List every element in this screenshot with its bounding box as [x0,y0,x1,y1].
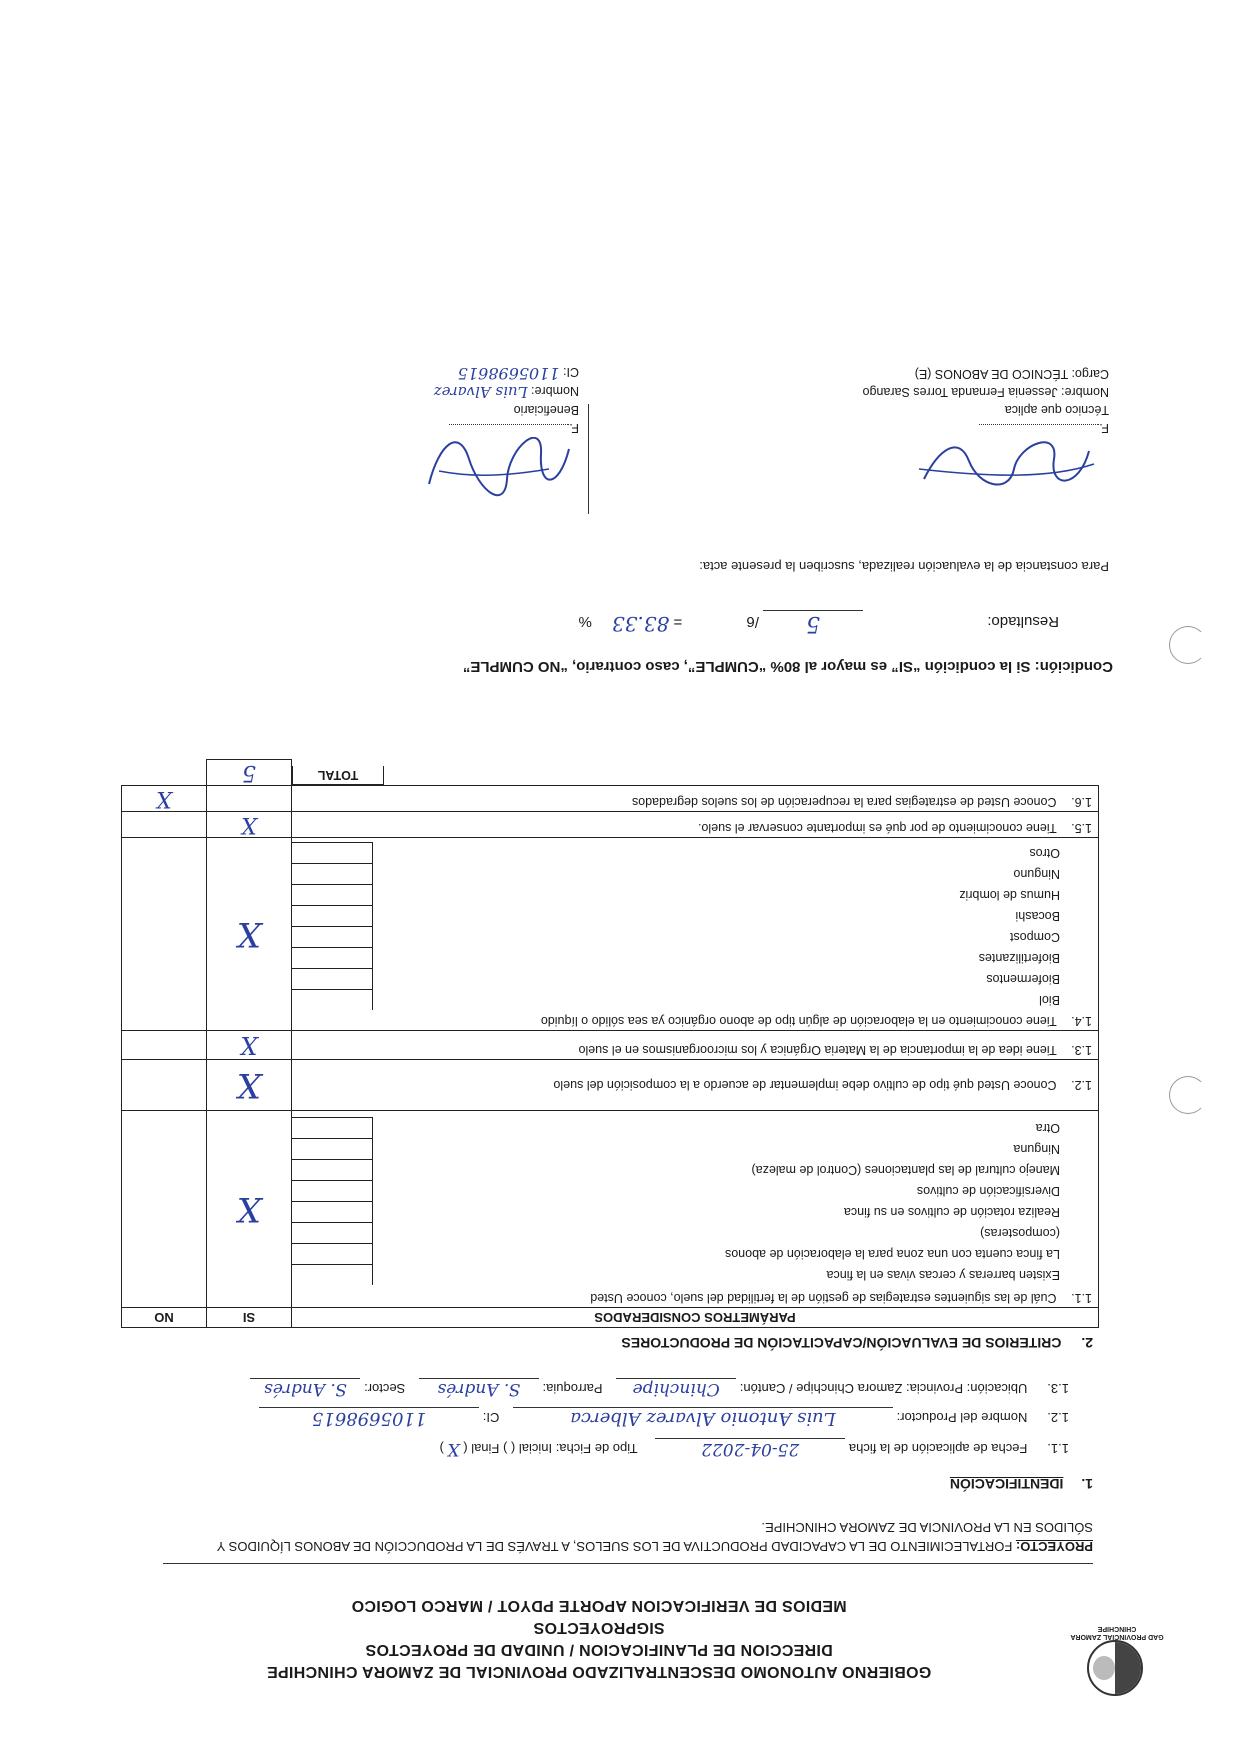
q14-number: 1.4. [1071,1014,1092,1028]
condicion-label: Condición: [1034,658,1113,675]
q12-number: 1.2. [1071,1078,1092,1092]
q11-option-label: Manejo cultural de las plantaciones (Control de maleza) [751,1163,1060,1177]
q16-text: Conoce Usted de estrategias para la recuperación de los suelos degradados [631,795,1057,809]
q11-option [298,1201,1092,1222]
row-ubicacion [250,1378,1069,1399]
q11-options [298,1117,1092,1285]
total-si-value: 5 [242,760,256,785]
q16-si-cell [207,786,292,812]
q12-si-mark: X [236,1065,262,1105]
q14-option-checkbox [292,968,373,989]
q11-number: 1.1. [1071,1291,1092,1305]
tecnico-cargo: Cargo: TÉCNICO DE ABONOS (E) [914,367,1109,381]
q11-option-checkbox [292,1117,373,1138]
row-1-2-number: 1.2. [1047,1410,1069,1425]
q14-option-label: Biofertilizantes [978,951,1060,965]
q11-option-checkbox [292,1159,373,1180]
tecnico-signature-scribble [779,437,1109,499]
gad-logo [1063,1606,1171,1696]
q11-option-checkbox [292,1138,373,1159]
tecnico-sign-line [979,424,1099,425]
table-row [122,838,1099,1031]
sector-label: Sector: [364,1381,406,1396]
q15-si-mark: X [241,812,257,837]
section-identificacion [950,1476,1093,1492]
q14-options [298,842,1092,1010]
header-line-4: MEDIOS DE VERIFICACION APORTE PDYOT / MARCO LOGICO [351,1597,847,1614]
q11-option-label: (composteras) [980,1226,1060,1240]
q14-option-checkbox [292,863,373,884]
q15-cell [292,812,1099,838]
table-row [122,1031,1099,1060]
q14-si-cell [207,838,292,1031]
benef-role: Beneficiario [513,403,579,417]
q11-option-checkbox [292,1180,373,1201]
document-header [149,1594,1049,1682]
resultado-percent-sign: % [578,613,592,630]
canton-value: Chinchipe [616,1378,736,1399]
beneficiario-signature-scribble [249,437,579,499]
header-divider [163,1563,1093,1564]
parameters-table [121,759,1099,1328]
benef-nombre-label: Nombre: [531,384,579,398]
q11-option-checkbox [292,1243,373,1264]
signature-divider [588,404,589,514]
section-2-number: 2. [1081,1335,1093,1351]
total-spacer [292,760,1099,786]
proyecto-label: PROYECTO: [1015,1539,1093,1554]
tecnico-role: Técnico que aplica [1004,403,1109,417]
resultado-percent-value: 83.33 [612,612,670,636]
q14-option-checkbox [292,947,373,968]
header-parametros: PARÁMETROS CONSIDERADOS [292,1308,1099,1328]
parroquia-label: Parroquia: [542,1381,603,1396]
q15-si-cell [207,812,292,838]
row-fecha [440,1438,1069,1459]
proyecto-text: FORTALECIMIENTO DE LA CAPACIDAD PRODUCTIVA DE LOS SUELOS, A TRAVÉS DE LA PRODUCCIÓN DE ABONOS LÍQUIDOS Y SÓLIDOS EN LA PROVINCIA DE ZAMORA CHINCHIPE. [216,1520,1093,1554]
q11-question [298,1291,1092,1305]
condicion-line [153,658,1113,675]
productor-label: Nombre del Productor: [896,1410,1028,1425]
q14-option-checkbox [292,989,373,1010]
q14-option [298,947,1092,968]
resultado-denominator: /6 [746,613,759,630]
q14-option [298,968,1092,989]
q11-no-cell [122,1111,207,1308]
row-productor [259,1407,1069,1429]
tecnico-nombre: Nombre: Jessenia Fernanda Torres Sarango [862,385,1109,399]
q14-option-label: Biol [1039,993,1060,1007]
section-criterios [621,1335,1093,1351]
proyecto-block [163,1518,1093,1556]
q14-option-label: Ninguno [1013,867,1060,881]
row-1-1-number: 1.1. [1047,1441,1069,1456]
resultado-equals: = [673,613,683,630]
q12-no-cell [122,1060,207,1111]
q11-option [298,1243,1092,1264]
table-header-row [122,1308,1099,1328]
binder-hole-mark [1169,626,1207,664]
tipo-ficha-close: ) [439,1441,444,1456]
q16-no-mark: X [156,786,172,811]
q14-option [298,989,1092,1010]
q11-si-cell [207,1111,292,1308]
benef-ci: 1105698615 [457,364,560,383]
q14-option-checkbox [292,884,373,905]
q12-text: Conoce Usted qué tipo de cultivo debe implementar de acuerdo a la composición del suelo [553,1078,1057,1092]
signature-tecnico [779,365,1109,499]
benef-nombre: Luis Alvarez [433,383,528,401]
q14-option-checkbox [292,842,373,863]
condicion-text: Si la condición “SI” es mayor al 80% “CUMPLE”, caso contrario, “NO CUMPLE” [462,658,1031,675]
q11-option [298,1159,1092,1180]
q11-text: Cuál de las siguientes estrategias de gestión de la fertilidad del suelo, conoce Usted [590,1291,1057,1305]
resultado-numerator: 5 [763,610,863,636]
q14-option [298,884,1092,905]
signature-beneficiario [249,363,579,499]
q14-option-label: Humus de lombriz [959,888,1060,902]
productor-ci-label: CI: [482,1410,500,1425]
q14-no-cell [122,838,207,1031]
table-row [122,1060,1099,1111]
q11-option-checkbox [292,1201,373,1222]
header-line-2: DIRECCION DE PLANIFICACION / UNIDAD DE PROYECTOS [365,1641,833,1658]
q14-option-checkbox [292,905,373,926]
final-mark: X [447,1439,460,1459]
productor-ci-value: 1105698615 [259,1407,479,1429]
ubicacion-label: Ubicación: Provincia: Zamora Chinchipe / Cantón: [739,1381,1028,1396]
header-no: NO [122,1308,207,1328]
benef-f-label: F. [569,421,579,435]
q12-si-cell [207,1060,292,1111]
q11-option-label: Existen barreras y cercas vivas en la finca [826,1268,1060,1282]
logo-text: GAD PROVINCIAL ZAMORA CHINCHIPE [1070,1625,1164,1640]
tecnico-f-label: F. [1099,421,1109,435]
row-1-3-number: 1.3. [1047,1381,1069,1396]
q16-number: 1.6. [1071,795,1092,809]
q14-option-label: Compost [1009,930,1060,944]
header-line-3: SIGPROYECTOS [533,1619,665,1636]
q11-cell [292,1111,1099,1308]
q11-si-mark: X [236,1189,262,1229]
header-line-1: GOBIERNO AUTONOMO DESCENTRALIZADO PROVINCIAL DE ZAMORA CHINCHIPE [266,1663,932,1680]
q12-cell [292,1060,1099,1111]
q11-option-label: Otra [1035,1121,1060,1135]
q14-option [298,842,1092,863]
q14-cell [292,838,1099,1031]
q14-option [298,926,1092,947]
q11-option-label: Ninguna [1013,1142,1060,1156]
q14-option [298,905,1092,926]
resultado-label: Resultado: [987,613,1059,630]
logo-emblem-icon [1087,1640,1143,1696]
q11-option-label: Realiza rotación de cultivos en su finca [843,1205,1060,1219]
q13-si-mark: X [240,1031,258,1059]
benef-sign-line [449,424,569,425]
q15-number: 1.5. [1071,821,1092,835]
q13-cell [292,1031,1099,1060]
resultado-line [159,610,1059,636]
total-si-cell [207,760,292,786]
q11-option [298,1180,1092,1201]
constancia-text: Para constancia de la evaluación realizada, suscriben la presente acta: [699,559,1109,574]
table-total-row [122,760,1099,786]
parroquia-value: S. Andrés [419,1378,539,1399]
q14-text: Tiene conocimiento en la elaboración de algún tipo de abono orgánico ya sea sólido o líquido [540,1014,1057,1028]
fecha-label: Fecha de aplicación de la ficha [848,1441,1028,1456]
q11-option [298,1117,1092,1138]
q11-option-checkbox [292,1264,373,1285]
section-1-title: IDENTIFICACIÓN [949,1476,1064,1492]
q14-option-label: Bocashi [1015,909,1060,923]
tipo-ficha-label: Tipo de Ficha: Inicial ( ) Final ( [463,1441,638,1456]
total-label: TOTAL [292,766,384,785]
table-row [122,812,1099,838]
total-no-cell [122,760,207,786]
q15-text: Tiene conocimiento de por qué es importante conservar el suelo. [697,821,1057,835]
q13-si-cell [207,1031,292,1060]
header-si: SI [207,1308,292,1328]
q11-option-checkbox [292,1222,373,1243]
q14-option [298,863,1092,884]
q16-no-cell [122,786,207,812]
q14-option-label: Otros [1029,846,1060,860]
productor-value: Luis Antonio Alvarez Alberca [513,1407,893,1429]
table-row [122,1111,1099,1308]
sector-value: S. Andrés [250,1378,360,1399]
q11-option [298,1138,1092,1159]
q15-no-cell [122,812,207,838]
q13-text: Tiene idea de la importancia de la Materia Orgánica y los microorganismos en el suelo [578,1043,1057,1057]
q11-option-label: Diversificación de cultivos [916,1184,1060,1198]
benef-ci-label: CI: [563,365,579,379]
table-row [122,786,1099,812]
binder-hole-mark [1169,1076,1207,1114]
q16-cell [292,786,1099,812]
q11-option [298,1222,1092,1243]
fecha-value: 25-04-2022 [655,1438,845,1459]
q14-option-label: Biofermentos [986,972,1060,986]
q13-number: 1.3. [1071,1043,1092,1057]
section-1-number: 1. [1081,1476,1093,1492]
q11-option-label: La finca cuenta con una zona para la elaboración de abonos [725,1247,1060,1261]
section-2-title: CRITERIOS DE EVALUACIÓN/CAPACITACIÓN DE PRODUCTORES [621,1335,1062,1351]
q14-si-mark: X [236,914,262,954]
q13-no-cell [122,1031,207,1060]
q11-option [298,1264,1092,1285]
q14-option-checkbox [292,926,373,947]
q14-question [298,1014,1092,1028]
